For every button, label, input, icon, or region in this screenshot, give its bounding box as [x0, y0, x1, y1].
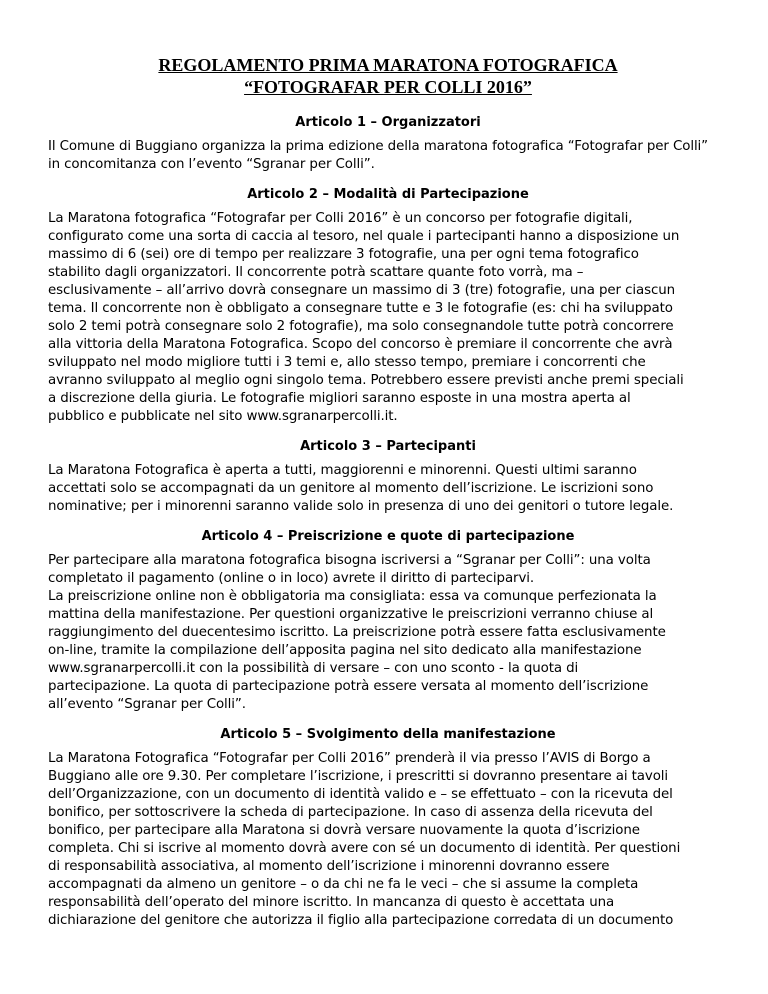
- article-2-line: avranno sviluppato al meglio ogni singolo tema. Potrebbero essere previsti anche premi speciali: [48, 373, 684, 388]
- article-2-line: tema. Il concorrente non è obbligato a consegnare tutte e 3 le fotografie (es: chi ha sviluppato: [48, 301, 673, 316]
- article-4-line: www.sgranarpercolli.it con la possibilità di versare – con uno sconto - la quota di: [48, 661, 579, 676]
- article-5-line: bonifico, per sottoscrivere la scheda di partecipazione. In caso di assenza della ricevuta del: [48, 805, 653, 820]
- document-title: [48, 54, 728, 98]
- article-5-line: bonifico, per partecipare alla Maratona si dovrà versare nuovamente la quota d’iscrizione: [48, 823, 640, 838]
- article-5-line: dell’Organizzazione, con un documento di identità valido e – se effettuato – con la ricevuta del: [48, 787, 673, 802]
- article-heading-2: Articolo 2 – Modalità di Partecipazione: [247, 187, 529, 202]
- article-5-line: Buggiano alle ore 9.30. Per completare l’iscrizione, i prescritti si dovranno presentare ai tavoli: [48, 769, 669, 784]
- article-2-line: pubblico e pubblicate nel sito www.sgranarpercolli.it.: [48, 409, 398, 424]
- article-2-line: solo 2 temi potrà consegnare solo 2 fotografie), ma solo consegnandole tutte potrà concorrere: [48, 319, 674, 334]
- article-body-1: [48, 138, 728, 174]
- article-5-line: La Maratona Fotografica “Fotografar per Colli 2016” prenderà il via presso l’AVIS di Borgo a: [48, 751, 651, 766]
- article-4-line: raggiungimento del duecentesimo iscritto. La preiscrizione potrà essere fatta esclusivamente: [48, 625, 666, 640]
- article-body-2: [48, 210, 728, 426]
- article-2-line: La Maratona fotografica “Fotografar per Colli 2016” è un concorso per fotografie digitali,: [48, 211, 633, 226]
- article-2-line: configurato come una sorta di caccia al tesoro, nel quale i partecipanti hanno a disposizione un: [48, 229, 680, 244]
- article-2-line: alla vittoria della Maratona Fotografica. Scopo del concorso è premiare il concorrente che avrà: [48, 337, 673, 352]
- article-3-line: nominative; per i minorenni saranno valide solo in presenza di uno dei genitori o tutore legale.: [48, 499, 674, 514]
- articles-container: [48, 114, 728, 930]
- article-2-line: stabilito dagli organizzatori. Il concorrente potrà scattare quante foto vorrà, ma –: [48, 265, 584, 280]
- article-5-line: completa. Chi si iscrive al momento dovrà avere con sé un documento di identità. Per questioni: [48, 841, 681, 856]
- article-2-line: a discrezione della giuria. Le fotografie migliori saranno esposte in una mostra aperta al: [48, 391, 631, 406]
- article-2-line: sviluppato nel modo migliore tutti i 3 temi e, allo stesso tempo, premiare i concorrenti che: [48, 355, 646, 370]
- article-5-line: di responsabilità associativa, al momento dell’iscrizione i minorenni dovranno essere: [48, 859, 610, 874]
- article-3-line: La Maratona Fotografica è aperta a tutti, maggiorenni e minorenni. Questi ultimi saranno: [48, 463, 637, 478]
- article-4-line: all’evento “Sgranar per Colli”.: [48, 697, 246, 712]
- article-1-line: in concomitanza con l’evento “Sgranar per Colli”.: [48, 157, 375, 172]
- article-body-4: [48, 552, 728, 714]
- article-4-line: La preiscrizione online non è obbligatoria ma consigliata: essa va comunque perfezionata la: [48, 589, 657, 604]
- article-heading-5: Articolo 5 – Svolgimento della manifestazione: [220, 727, 556, 742]
- title-line-2: “FOTOGRAFAR PER COLLI 2016”: [244, 77, 532, 97]
- article-4-line: completato il pagamento (online o in loco) avrete il diritto di parteciparvi.: [48, 571, 535, 586]
- article-3-line: accettati solo se accompagnati da un genitore al momento dell’iscrizione. Le iscrizioni sono: [48, 481, 654, 496]
- title-line-1: REGOLAMENTO PRIMA MARATONA FOTOGRAFICA: [158, 55, 618, 75]
- article-2-line: esclusivamente – all’arrivo dovrà consegnare un massimo di 3 (tre) fotografie, una per ciascun: [48, 283, 675, 298]
- article-heading-3: Articolo 3 – Partecipanti: [300, 439, 476, 454]
- article-1-line: Il Comune di Buggiano organizza la prima edizione della maratona fotografica “Fotografar per Colli”: [48, 139, 709, 154]
- article-heading-1: Articolo 1 – Organizzatori: [295, 115, 481, 130]
- article-body-3: [48, 462, 728, 516]
- document-page: [48, 54, 728, 930]
- article-5-line: accompagnati da almeno un genitore – o da chi ne fa le veci – che si assume la completa: [48, 877, 639, 892]
- article-heading-4: Articolo 4 – Preiscrizione e quote di partecipazione: [201, 529, 575, 544]
- article-4-line: mattina della manifestazione. Per questioni organizzative le preiscrizioni verranno chiuse al: [48, 607, 654, 622]
- article-4-line: Per partecipare alla maratona fotografica bisogna iscriversi a “Sgranar per Colli”: una volta: [48, 553, 651, 568]
- article-4-line: partecipazione. La quota di partecipazione potrà essere versata al momento dell’iscrizione: [48, 679, 649, 694]
- article-2-line: massimo di 6 (sei) ore di tempo per realizzare 3 fotografie, una per ogni tema fotografico: [48, 247, 639, 262]
- article-4-line: on-line, tramite la compilazione dell’apposita pagina nel sito dedicato alla manifestazione: [48, 643, 642, 658]
- article-5-line: dichiarazione del genitore che autorizza il figlio alla partecipazione corredata di un documento: [48, 913, 674, 928]
- article-5-line: responsabilità dell’operato del minore iscritto. In mancanza di questo è accettata una: [48, 895, 615, 910]
- article-body-5: [48, 750, 728, 930]
